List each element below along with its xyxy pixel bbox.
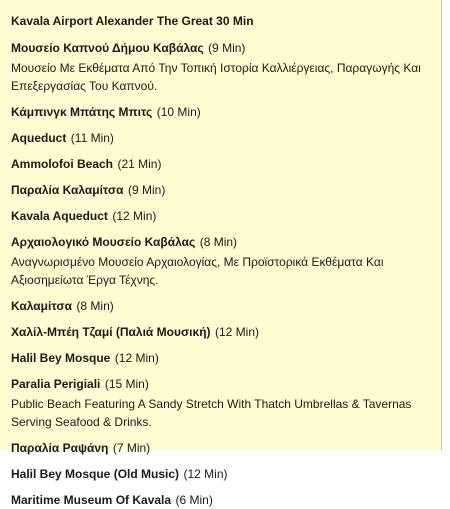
place-name: Maritime Museum Of Kavala [11, 493, 172, 507]
place-name: Aqueduct [11, 131, 67, 145]
place-name: Καλαμίτσα [11, 299, 72, 313]
travel-time: (8 Min) [76, 299, 114, 313]
travel-time: (12 Min) [114, 351, 159, 365]
travel-time: (11 Min) [70, 131, 114, 145]
list-item [11, 349, 441, 367]
place-name: Paralia Perigiali [11, 377, 101, 391]
place-name: Halil Bey Mosque [11, 351, 111, 365]
travel-time: (15 Min) [104, 377, 149, 391]
place-name: Halil Bey Mosque (Old Music) [11, 467, 180, 481]
list-item [11, 207, 441, 225]
place-name: Ammolofoi Beach [11, 157, 114, 171]
travel-time: (10 Min) [156, 105, 201, 119]
travel-time: (9 Min) [127, 183, 166, 197]
travel-time: (21 Min) [117, 157, 162, 171]
list-item [11, 181, 441, 199]
place-name: Kavala Aqueduct [11, 209, 108, 223]
travel-time: (6 Min) [175, 493, 213, 507]
list-item [11, 129, 441, 147]
place-name: Παραλία Καλαμίτσα [11, 183, 124, 197]
travel-time: (12 Min) [183, 467, 228, 481]
place-description: Μουσείο Με Εκθέματα Από Την Τοπική Ιστορία Καλλιέργειας, Παραγωγής Και Επεξεργασίας Του Καπνού. [11, 61, 421, 93]
list-item [11, 323, 441, 341]
place-name: Kavala Airport Alexander The Great 30 Min [11, 14, 254, 28]
list-item [11, 491, 441, 509]
place-description: Αναγνωρισμένο Μουσείο Αρχαιολογίας, Με Προϊστορικά Εκθέματα Και Αξιοσημείωτα Έργα Τέχνης. [11, 255, 384, 287]
travel-time: (7 Min) [112, 441, 151, 455]
place-name: Χαλίλ-Μπέη Τζαμί (Παλιά Μουσική) [11, 325, 211, 339]
list-item [11, 375, 441, 431]
list-item [11, 155, 441, 173]
list-item [11, 103, 441, 121]
list-item [11, 439, 441, 457]
travel-time: (8 Min) [199, 235, 238, 249]
place-name: Αρχαιολογικό Μουσείο Καβάλας [11, 235, 196, 249]
list-item [11, 297, 441, 315]
travel-time: (12 Min) [214, 325, 259, 339]
list-item [11, 39, 441, 95]
list-item [11, 465, 441, 483]
place-name: Μουσείο Καπνού Δήμου Καβάλας [11, 41, 204, 55]
travel-time: (9 Min) [208, 41, 246, 55]
list-item [11, 233, 441, 289]
place-name: Κάμπινγκ Μπάτης Μπιτς [11, 105, 153, 119]
travel-time: (12 Min) [112, 209, 157, 223]
place-description: Public Beach Featuring A Sandy Stretch With Thatch Umbrellas & Tavernas Serving Seafood & Drinks. [11, 397, 412, 429]
place-name: Παραλία Ραψάνη [11, 441, 109, 455]
list-item [11, 12, 441, 30]
